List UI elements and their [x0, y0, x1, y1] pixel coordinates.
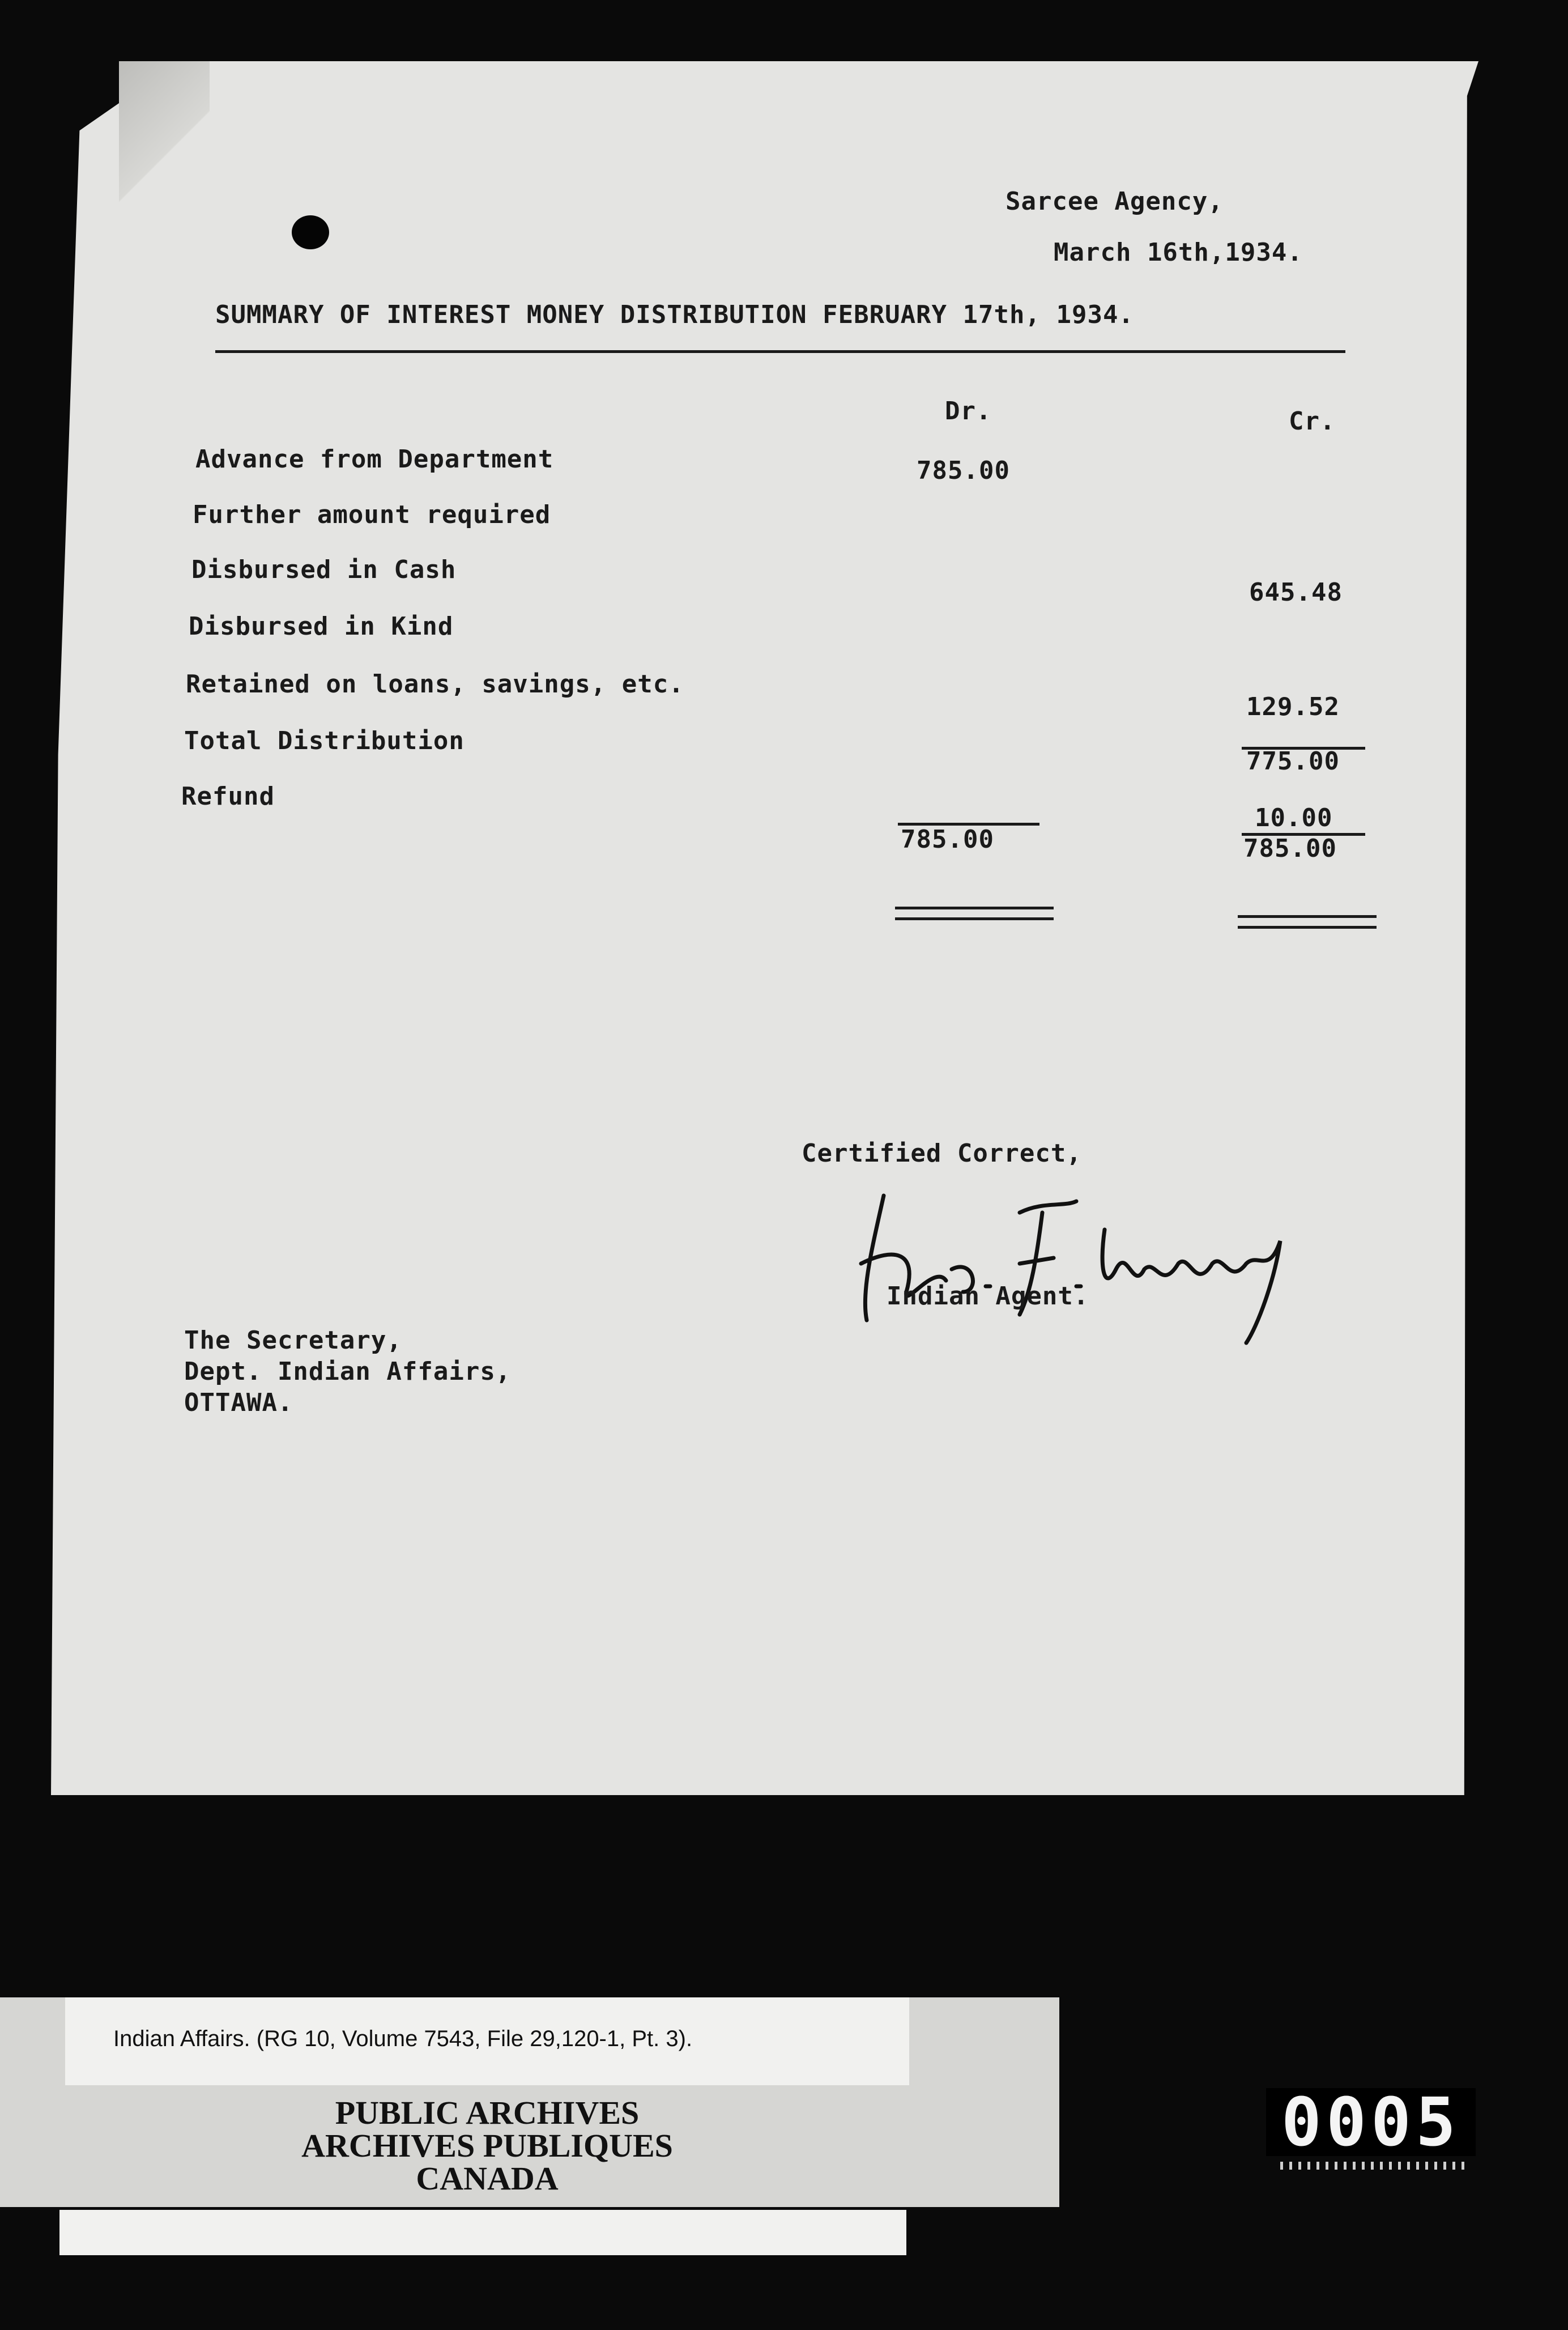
row-dr-advance: 785.00: [917, 456, 1010, 485]
lower-card: [59, 2210, 906, 2255]
row-label-refund: Refund: [181, 782, 275, 811]
row-cr-disbursed: 645.48: [1249, 578, 1343, 607]
title-underline: [215, 350, 1345, 353]
frame-number: 0005: [1266, 2088, 1476, 2156]
credit-column-header: Cr.: [1289, 407, 1336, 436]
document-title: SUMMARY OF INTEREST MONEY DISTRIBUTION FEBRUARY 17th, 1934.: [215, 300, 1134, 329]
frame-counter-ticks: [1280, 2162, 1467, 2170]
addressee-line-3: OTTAWA.: [184, 1388, 293, 1417]
punch-hole: [292, 215, 329, 249]
letter-date: March 16th,1934.: [1054, 238, 1303, 267]
archive-name-french: ARCHIVES PUBLIQUES: [301, 2127, 673, 2164]
debit-total: 785.00: [901, 825, 994, 854]
row-label-total: Total Distribution: [184, 726, 465, 755]
debit-double-underline: [895, 907, 1054, 920]
row-label-kind: Disbursed in Kind: [189, 612, 454, 641]
folded-corner: [119, 61, 210, 203]
credit-double-underline: [1238, 915, 1377, 929]
certification-text: Certified Correct,: [802, 1139, 1082, 1168]
row-label-cash: Disbursed in Cash: [191, 555, 457, 584]
row-label-further: Further amount required: [193, 500, 551, 529]
row-label-retained: Retained on loans, savings, etc.: [186, 670, 684, 699]
row-cr-refund: 10.00: [1255, 803, 1333, 832]
row-cr-total: 775.00: [1246, 747, 1340, 776]
addressee-line-1: The Secretary,: [184, 1326, 402, 1355]
addressee-line-2: Dept. Indian Affairs,: [184, 1357, 512, 1386]
archive-name-english: PUBLIC ARCHIVES: [335, 2094, 640, 2131]
credit-total: 785.00: [1243, 834, 1337, 863]
agent-title: Indian Agent.: [887, 1282, 1089, 1311]
archive-reference: Indian Affairs. (RG 10, Volume 7543, File 29,120-1, Pt. 3).: [113, 2026, 693, 2051]
archive-country: CANADA: [416, 2160, 559, 2197]
row-label-advance: Advance from Department: [195, 445, 554, 474]
row-cr-retained: 129.52: [1246, 692, 1340, 721]
signature-image: [850, 1179, 1303, 1349]
debit-column-header: Dr.: [945, 397, 992, 426]
agency-name: Sarcee Agency,: [1005, 187, 1224, 216]
